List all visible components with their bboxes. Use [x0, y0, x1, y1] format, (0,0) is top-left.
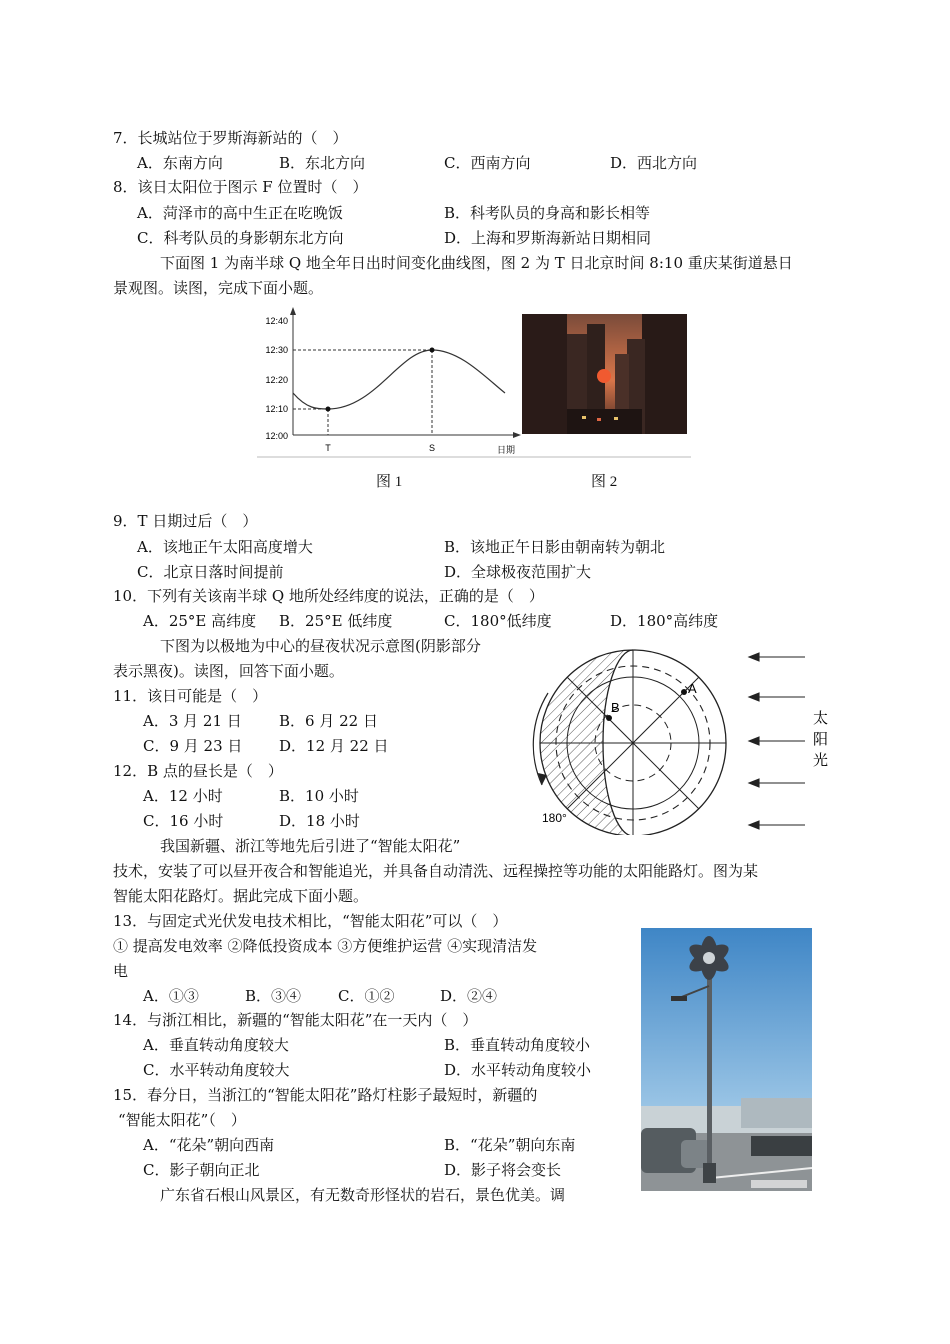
intro2-line2: 表示黑夜)。读图，回答下面小题。 — [113, 662, 344, 680]
intro3-line1: 我国新疆、浙江等地先后引进了“智能太阳花” — [160, 837, 461, 855]
q9-stem: 9．T 日期过后（ ） — [113, 512, 258, 530]
q12-option-d[interactable]: D．18 小时 — [279, 812, 360, 830]
q9-option-b[interactable]: B．该地正午日影由朝南转为朝北 — [444, 538, 666, 556]
q13-option-c[interactable]: C．①② — [338, 987, 395, 1005]
intro2-line1: 下图为以极地为中心的昼夜状况示意图(阴影部分 — [160, 637, 481, 655]
fig1-curve — [293, 350, 505, 409]
q9-option-d[interactable]: D．全球极夜范围扩大 — [444, 563, 592, 581]
q13-option-b[interactable]: B．③④ — [245, 987, 302, 1005]
sunlight-label-2: 阳 — [813, 731, 829, 748]
sunlight-arrows — [749, 653, 805, 829]
figure2-city-sunset-photo — [522, 314, 687, 434]
q15-option-a[interactable]: A．“花朵”朝向西南 — [143, 1136, 275, 1154]
intro1-line1: 下面图 1 为南半球 Q 地全年日出时间变化曲线图，图 2 为 T 日北京时间 8:10 重庆某街道悬日 — [160, 254, 793, 272]
q10-option-d[interactable]: D．180°高纬度 — [610, 612, 719, 630]
q12-option-c[interactable]: C．16 小时 — [143, 812, 224, 830]
q11-option-a[interactable]: A．3 月 21 日 — [143, 712, 242, 730]
fig1-xtick-s: S — [428, 443, 436, 453]
q14-option-d[interactable]: D．水平转动角度较小 — [444, 1061, 592, 1079]
q13-stem: 13．与固定式光伏发电技术相比，“智能太阳花”可以（ ） — [113, 912, 508, 930]
q7-option-d[interactable]: D．西北方向 — [610, 154, 698, 172]
intro3-line2: 技术，安装了可以昼开夜合和智能追光，并具备自动清洗、远程操控等功能的太阳能路灯。图为某 — [113, 862, 759, 880]
q14-option-b[interactable]: B．垂直转动角度较小 — [444, 1036, 591, 1054]
smart-solar-flower-lamp-photo — [641, 928, 812, 1191]
intro4-line1: 广东省石根山风景区，有无数奇形怪状的岩石，景色优美。调 — [160, 1186, 566, 1204]
sunlight-label-3: 光 — [813, 752, 829, 769]
fig1-y-arrow — [290, 307, 296, 315]
q12-option-a[interactable]: A．12 小时 — [143, 787, 223, 805]
fig1-ytick: 12:40 — [265, 316, 288, 326]
fig1-point-t — [326, 407, 331, 412]
q11-option-d[interactable]: D．12 月 22 日 — [279, 737, 389, 755]
intro1-line2: 景观图。读图，完成下面小题。 — [113, 279, 324, 297]
q7-option-c[interactable]: C．西南方向 — [444, 154, 531, 172]
fig1-xaxis-label: 日期 — [497, 445, 516, 455]
q8-option-b[interactable]: B．科考队员的身高和影长相等 — [444, 204, 651, 222]
q7-stem: 7．长城站位于罗斯海新站的（ ） — [113, 129, 348, 147]
q11-option-c[interactable]: C．9 月 23 日 — [143, 737, 243, 755]
fig1-point-s — [430, 348, 435, 353]
fig1-ytick: 12:00 — [265, 431, 288, 441]
q13-statements-line2: 电 — [113, 962, 129, 980]
q7-option-a[interactable]: A．东南方向 — [137, 154, 223, 172]
label-a: A — [688, 681, 697, 696]
q10-option-a[interactable]: A．25°E 高纬度 — [143, 612, 257, 630]
q12-stem: 12．B 点的昼长是（ ） — [113, 762, 283, 780]
fig1-x-arrow — [513, 432, 521, 438]
label-b: B — [611, 700, 620, 715]
polar-day-night-diagram — [520, 635, 845, 835]
q8-stem: 8．该日太阳位于图示 F 位置时（ ） — [113, 178, 368, 196]
q15-option-c[interactable]: C．影子朝向正北 — [143, 1161, 260, 1179]
sunlight-label-1: 太 — [813, 710, 829, 727]
q12-option-b[interactable]: B．10 小时 — [279, 787, 359, 805]
q13-statements-line1: ① 提高发电效率 ②降低投资成本 ③方便维护运营 ④实现清洁发 — [113, 937, 538, 955]
q14-option-a[interactable]: A．垂直转动角度较大 — [143, 1036, 289, 1054]
intro3-line3: 智能太阳花路灯。据此完成下面小题。 — [113, 887, 369, 905]
q8-option-a[interactable]: A．菏泽市的高中生正在吃晚饭 — [137, 204, 343, 222]
q10-option-c[interactable]: C．180°低纬度 — [444, 612, 552, 630]
q15-option-b[interactable]: B．“花朵”朝向东南 — [444, 1136, 576, 1154]
q8-option-c[interactable]: C．科考队员的身影朝东北方向 — [137, 229, 344, 247]
q10-stem: 10．下列有关该南半球 Q 地所处经纬度的说法，正确的是（ ） — [113, 587, 544, 605]
q13-option-d[interactable]: D．②④ — [440, 987, 498, 1005]
q11-stem: 11．该日可能是（ ） — [113, 687, 268, 705]
q7-option-b[interactable]: B．东北方向 — [279, 154, 366, 172]
q13-option-a[interactable]: A．①③ — [143, 987, 199, 1005]
q9-option-a[interactable]: A．该地正午太阳高度增大 — [137, 538, 313, 556]
q14-option-c[interactable]: C．水平转动角度较大 — [143, 1061, 290, 1079]
fig1-ytick: 12:30 — [265, 345, 288, 355]
label-180: 180° — [542, 811, 567, 825]
q15-stem-line2: “智能太阳花”（ ） — [118, 1111, 246, 1129]
q15-option-d[interactable]: D．影子将会变长 — [444, 1161, 562, 1179]
q15-stem-line1: 15．春分日，当浙江的“智能太阳花”路灯柱影子最短时，新疆的 — [113, 1086, 538, 1104]
fig1-ytick: 12:20 — [265, 375, 288, 385]
fig1-xtick-t: T — [325, 443, 331, 453]
q11-option-b[interactable]: B．6 月 22 日 — [279, 712, 378, 730]
q8-option-d[interactable]: D．上海和罗斯海新站日期相同 — [444, 229, 652, 247]
point-a — [681, 689, 687, 695]
figure1-caption: 图 1 — [376, 474, 403, 490]
q10-option-b[interactable]: B．25°E 低纬度 — [279, 612, 393, 630]
fig1-ytick: 12:10 — [265, 404, 288, 414]
point-b — [606, 715, 612, 721]
q9-option-c[interactable]: C．北京日落时间提前 — [137, 563, 284, 581]
figure2-caption: 图 2 — [591, 474, 618, 490]
q14-stem: 14．与浙江相比，新疆的“智能太阳花”在一天内（ ） — [113, 1011, 478, 1029]
